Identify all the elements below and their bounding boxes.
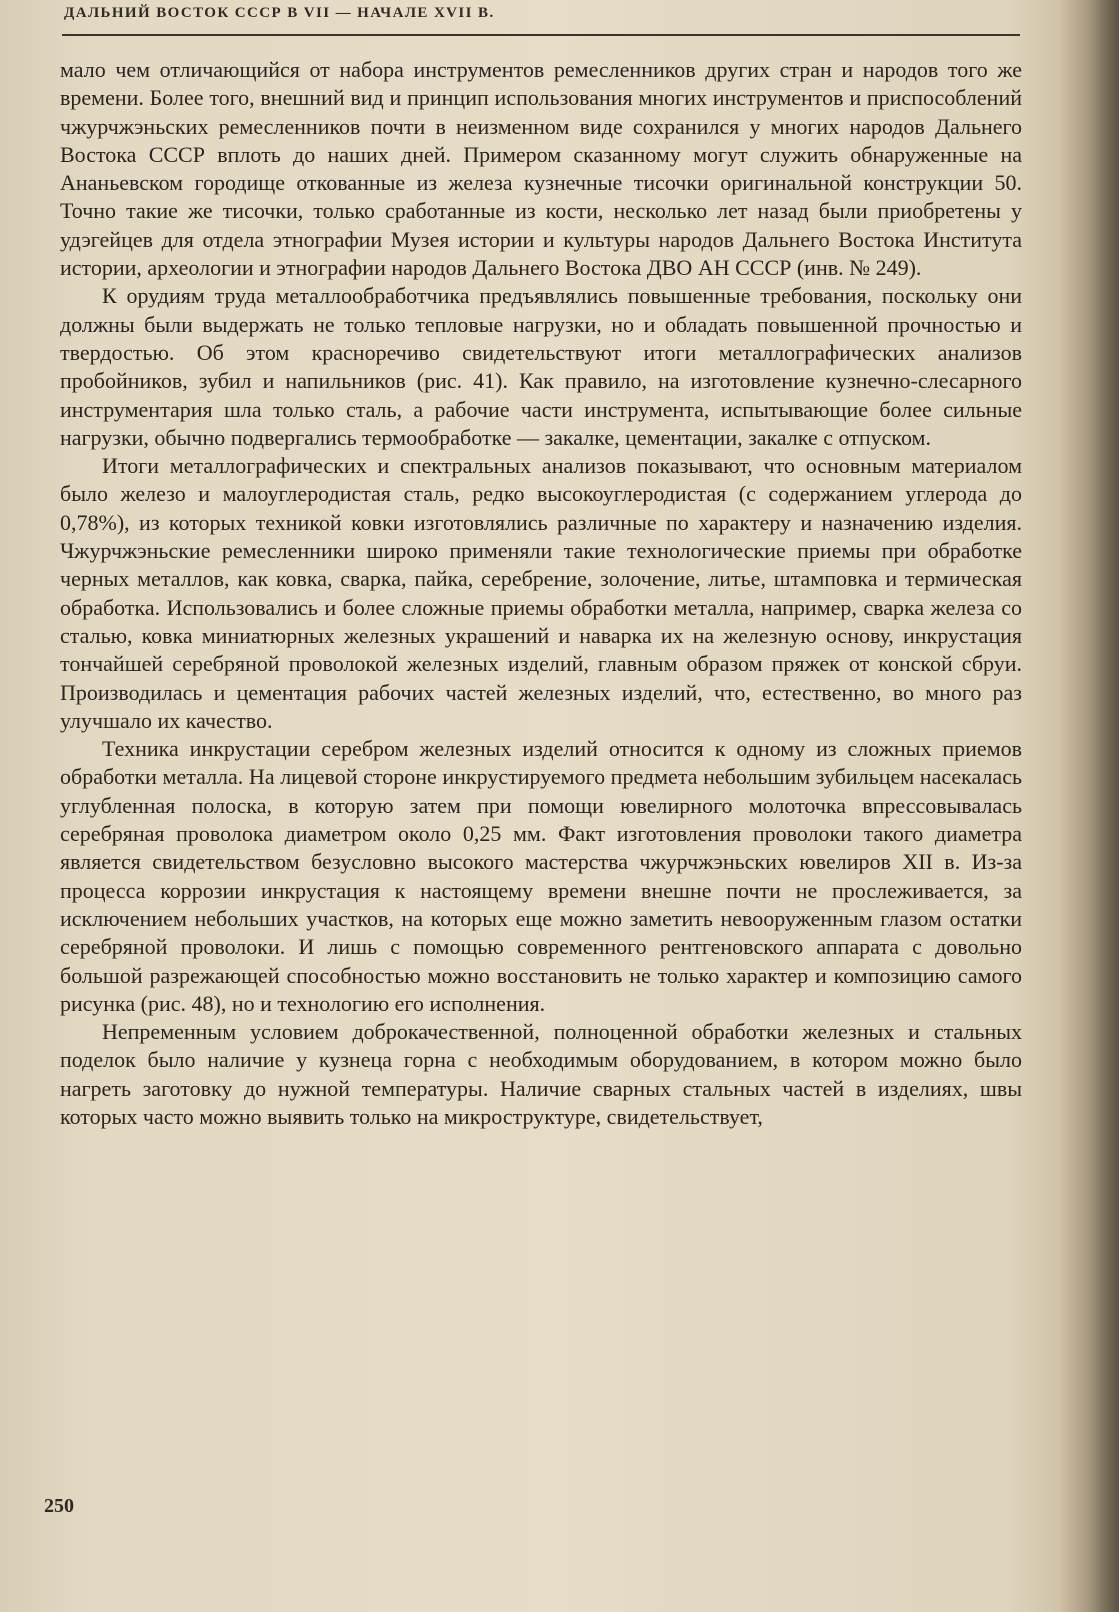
header-rule [62, 34, 1020, 36]
body-text [60, 56, 1022, 1131]
paragraph-5: Непременным условием доброкачественной, полноценной обработки железных и стальных поделок было наличие у кузнеца горна с необходимым оборудованием, в котором можно было нагреть заготовку до нужной температуры. Наличие сварных стальных частей в изделиях, швы которых часто можно выявить только на микроструктуре, свидетельствует, [60, 1019, 1022, 1129]
page-number: 250 [44, 1495, 74, 1517]
spine-shadow [1059, 0, 1119, 1612]
paragraph-4: Техника инкрустации серебром железных изделий относится к одному из сложных приемов обработки металла. На лицевой стороне инкрустируемого предмета небольшим зубильцем насекалась углубленная полоска, в которую затем при помощи ювелирного молоточка впрессовывалась серебряная проволока диаметром около 0,25 мм. Факт изготовления проволоки такого диаметра является свидетельством безусловно высокого мастерства чжурчжэньских ювелиров XII в. Из-за процесса коррозии инкрустация к настоящему времени внешне почти не прослеживается, за исключением небольших участков, на которых еще можно заметить невооруженным глазом остатки серебряной проволоки. И лишь с помощью современного рентгеновского аппарата с довольно большой разрежающей способностью можно восстановить не только характер и композицию самого рисунка (рис. 48), но и технологию его исполнения. [60, 736, 1022, 1016]
paragraph-3: Итоги металлографических и спектральных анализов показывают, что основным материалом было железо и малоуглеродистая сталь, редко высокоуглеродистая (с содержанием углерода до 0,78%), из которых техникой ковки изготовлялись различные по характеру и назначению изделия. Чжурчжэньские ремесленники широко применяли такие технологические приемы при обработке черных металлов, как ковка, сварка, пайка, серебрение, золочение, литье, штамповка и термическая обработка. Использовались и более сложные приемы обработки металла, например, сварка железа со сталью, ковка миниатюрных железных украшений и наварка их на железную основу, инкрустация тончайшей серебряной проволокой железных изделий, главным образом пряжек от конской сбруи. Производилась и цементация рабочих частей железных изделий, что, естественно, во много раз улучшало их качество. [60, 453, 1022, 733]
paragraph-1: мало чем отличающийся от набора инструментов ремесленников других стран и народов того же времени. Более того, внешний вид и принцип использования многих инструментов и приспособлений чжурчжэньских ремесленников почти в неизменном виде сохранился у многих народов Дальнего Востока СССР вплоть до наших дней. Примером сказанному могут служить обнаруженные на Ананьевском городище откованные из железа кузнечные тисочки оригинальной конструкции 50. Точно такие же тисочки, только сработанные из кости, несколько лет назад были приобретены у удэгейцев для отдела этнографии Музея истории и культуры народов Дальнего Востока Института истории, археологии и этнографии народов Дальнего Востока ДВО АН СССР (инв. № 249). [60, 57, 1022, 281]
running-head: ДАЛЬНИЙ ВОСТОК СССР В VII — НАЧАЛЕ XVII В. [64, 5, 495, 21]
paragraph-2: К орудиям труда металлообработчика предъявлялись повышенные требования, поскольку они должны были выдержать не только тепловые нагрузки, но и обладать повышенной прочностью и твердостью. Об этом красноречиво свидетельствуют итоги металлографических анализов пробойников, зубил и напильников (рис. 41). Как правило, на изготовление кузнечно-слесарного инструментария шла только сталь, а рабочие части инструмента, испытывающие более сильные нагрузки, обычно подвергались термообработке — закалке, цементации, закалке с отпуском. [60, 283, 1022, 450]
